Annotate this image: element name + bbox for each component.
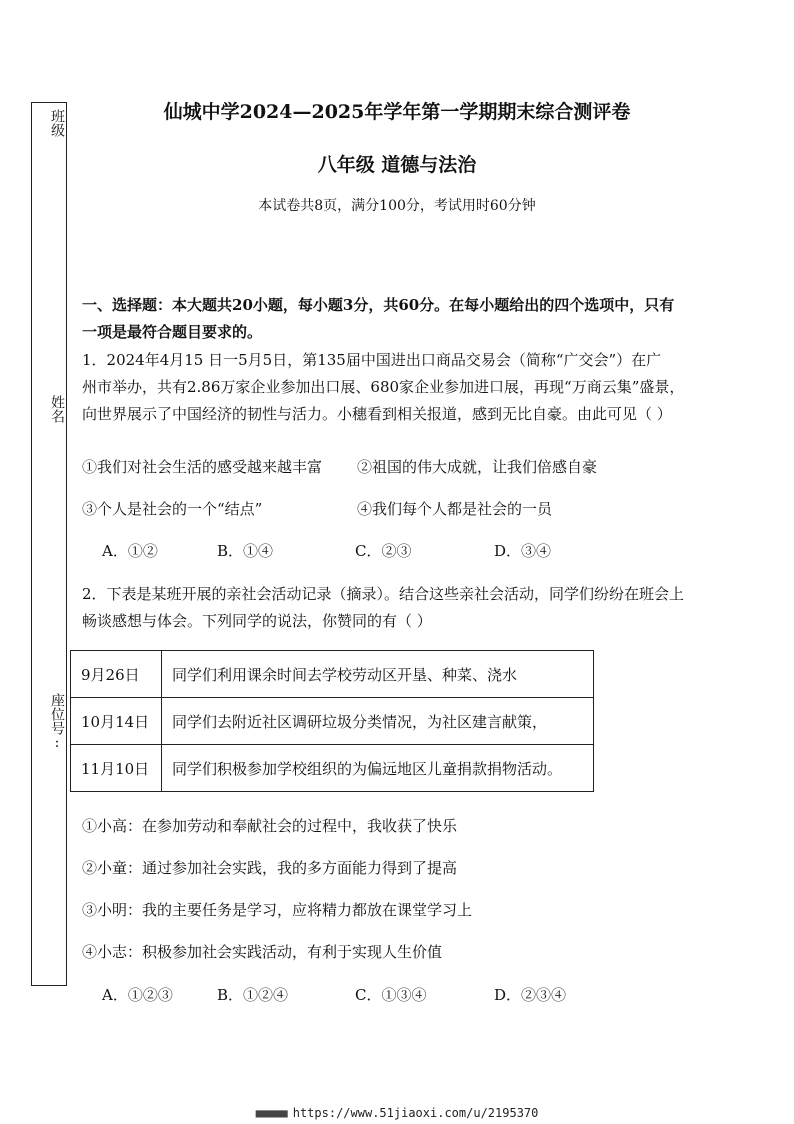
question-2-statement-4: ④小志：积极参加社会实践活动，有利于实现人生价值 [82,943,443,961]
footer-url[interactable]: https://www.51jiaoxi.com/u/2195370 [292,1106,539,1120]
question-1-line2: 州市举办，共有2.86万家企业参加出口展、680家企业参加进口展，再现“万商云集”盛景， [82,378,685,396]
question-1-statement-1: ①我们对社会生活的感受越来越丰富 [82,458,323,476]
name-label: 姓名 [49,395,65,423]
watermark-logo: ■■■■■ [255,1106,287,1120]
activity-record-table [70,650,594,792]
question-2-statement-3: ③小明：我的主要任务是学习，应将精力都放在课堂学习上 [82,901,473,919]
question-1-statement-4: ④我们每个人都是社会的一员 [357,500,553,518]
table-row [71,745,594,792]
section-heading-line1: 一、选择题：本大题共20小题，每小题3分，共60分。在每小题给出的四个选项中，只有 [82,296,675,314]
question-1-option-d[interactable]: D．③④ [494,542,552,560]
footer-watermark [0,1106,794,1120]
exam-note: 本试卷共8页，满分100分，考试用时60分钟 [258,198,536,214]
section-heading [82,292,732,346]
seat-label: 座位号: [49,693,65,751]
question-2-option-d[interactable]: D．②③④ [494,986,567,1004]
question-2-stem [82,581,722,635]
table-cell-date: 9月26日 [71,651,162,698]
exam-subject: 八年级 道德与法治 [317,154,477,176]
question-2-option-b[interactable]: B．①②④ [217,986,289,1004]
section-heading-line2: 一项是最符合题目要求的。 [82,323,263,341]
question-1-statement-3: ③个人是社会的一个“结点” [82,500,263,518]
exam-title: 仙城中学2024—2025年学年第一学期期末综合测评卷 [163,101,631,123]
table-cell-activity: 同学们去附近社区调研垃圾分类情况，为社区建言献策， [162,698,594,745]
table-cell-date: 10月14日 [71,698,162,745]
question-1-statement-2: ②祖国的伟大成就，让我们倍感自豪 [357,458,598,476]
table-cell-activity: 同学们利用课余时间去学校劳动区开垦、种菜、浇水 [162,651,594,698]
question-1-line3: 向世界展示了中国经济的韧性与活力。小穗看到相关报道，感到无比自豪。由此可见（ ） [82,405,672,423]
question-1-stem [82,347,722,428]
question-1-line1: 1．2024年4月15 日一5月5日，第135届中国进出口商品交易会（简称“广交会”）在广 [82,351,662,369]
question-2-option-a[interactable]: A．①②③ [102,986,173,1004]
question-2-statement-2: ②小童：通过参加社会实践，我的多方面能力得到了提高 [82,859,458,877]
question-1-option-a[interactable]: A．①② [102,542,158,560]
binding-sidebar [31,102,67,986]
question-1-option-c[interactable]: C．②③ [355,542,412,560]
question-2-line1: 2．下表是某班开展的亲社会活动记录（摘录）。结合这些亲社会活动，同学们纷纷在班会上 [82,585,685,603]
table-cell-date: 11月10日 [71,745,162,792]
table-row [71,698,594,745]
question-2-line2: 畅谈感想与体会。下列同学的说法，你赞同的有（ ） [82,612,432,630]
question-1-option-b[interactable]: B．①④ [217,542,274,560]
question-2-statement-1: ①小高：在参加劳动和奉献社会的过程中，我收获了快乐 [82,817,458,835]
table-row [71,651,594,698]
table-cell-activity: 同学们积极参加学校组织的为偏远地区儿童捐款捐物活动。 [162,745,594,792]
question-2-option-c[interactable]: C．①③④ [355,986,427,1004]
class-label: 班级 [49,109,65,137]
